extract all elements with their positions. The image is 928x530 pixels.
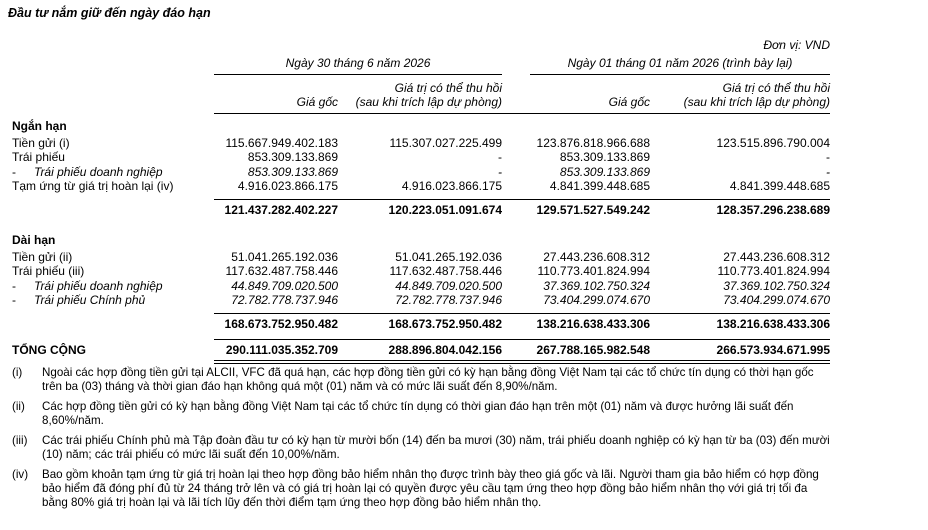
short-term-row-value: - <box>498 164 502 179</box>
long-term-row-value: 37.369.102.750.324 <box>543 278 650 293</box>
footnote-marker: (iv) <box>12 468 29 481</box>
col-recoverable-1-line1: Giá trị có thể thu hồi <box>394 81 502 95</box>
grand-total-label: TỔNG CỘNG <box>12 343 86 357</box>
short-term-total-value: 121.437.282.402.227 <box>224 203 338 217</box>
short-term-row-value: 853.309.133.869 <box>247 150 338 165</box>
short-term-total-topline <box>214 199 830 200</box>
long-term-row-label: Trái phiếu (iii) <box>12 264 85 279</box>
col-recoverable-2-line2: (sau khi trích lập dự phòng) <box>683 95 830 109</box>
long-term-total-value: 138.216.638.433.306 <box>536 317 650 331</box>
header-underline <box>214 113 830 114</box>
long-term-row-label: Tiền gửi (ii) <box>12 250 73 264</box>
short-term-row-value: - <box>498 150 502 165</box>
short-term-row-label: Trái phiếu doanh nghiệp <box>34 164 163 179</box>
short-term-row-value: 115.667.949.402.183 <box>225 136 338 150</box>
grand-total-value: 290.111.035.352.709 <box>225 343 338 357</box>
col-recoverable-2-line1: Giá trị có thể thu hồi <box>722 81 830 95</box>
footnote-text: Bao gồm khoản tạm ứng từ giá trị hoàn lại theo hợp đồng bảo hiểm nhân thọ được trình bày theo giá gốc và lãi. Người tham gia bảo hiểm có hợp đồng bảo hiểm đã đóng phí đủ từ 24 tháng trở lên và có giá trị hoàn lại có quyền được yêu cầu tạm ứng theo hợp đồng bảo hiểm nhân thọ với giá trị tối đa bằng 80% giá trị hoàn lại và lãi tích lũy đến thời điểm tạm ứng theo hợp đồng bảo hiểm nhân thọ. <box>42 468 819 509</box>
footnote-marker: (ii) <box>12 400 25 413</box>
short-term-total-value: 128.357.296.238.689 <box>716 203 830 217</box>
grand-total-underline-1 <box>214 360 830 361</box>
long-term-row-value: 73.404.299.074.670 <box>543 292 650 307</box>
col-recoverable-1-line2: (sau khi trích lập dự phòng) <box>355 95 502 109</box>
long-term-row-value: 37.369.102.750.324 <box>723 278 830 293</box>
footnote-text: Ngoài các hợp đồng tiền gửi tại ALCII, VFC đã quá hạn, các hợp đồng tiền gửi có kỳ hạn bằng đồng Việt Nam tại các tổ chức tín dụng có thời hạn gốc trên ba (03) tháng và thời gian đáo hạn không quá một (01) năm và có mức lãi suất đến 8,90%/năm. <box>42 366 814 393</box>
long-term-total-value: 168.673.752.950.482 <box>224 317 338 331</box>
grand-total-topline <box>214 339 830 340</box>
period-1-underline <box>214 74 502 75</box>
long-term-row-value: 73.404.299.074.670 <box>723 292 830 307</box>
long-term-row-value: 72.782.778.737.946 <box>395 292 502 307</box>
short-term-row-dash: - <box>12 164 16 179</box>
footnote-text: Các hợp đồng tiền gửi có kỳ hạn bằng đồng Việt Nam tại các tổ chức tín dụng có thời gian đáo hạn trên một (01) năm và được hưởng lãi suất đến 8,60%/năm. <box>42 400 794 427</box>
long-term-row-value: 44.849.709.020.500 <box>395 278 502 293</box>
long-term-row-value: 51.041.265.192.036 <box>395 250 502 264</box>
long-term-row-value: 51.041.265.192.036 <box>231 250 338 264</box>
short-term-total-value: 120.223.051.091.674 <box>388 203 502 217</box>
short-term-heading: Ngắn hạn <box>12 119 67 133</box>
long-term-total-value: 168.673.752.950.482 <box>388 317 502 331</box>
long-term-row-label: Trái phiếu doanh nghiệp <box>34 278 163 293</box>
long-term-row-dash: - <box>12 278 16 293</box>
grand-total-value: 266.573.934.671.995 <box>716 343 830 357</box>
short-term-row-label: Tiền gửi (i) <box>12 136 70 150</box>
long-term-row-value: 110.773.401.824.994 <box>537 264 650 279</box>
short-term-row-value: 123.876.818.966.688 <box>536 136 650 150</box>
long-term-total-topline <box>214 313 830 314</box>
long-term-row-value: 72.782.778.737.946 <box>231 292 338 307</box>
short-term-row-value: 115.307.027.225.499 <box>389 136 502 150</box>
long-term-row-value: 27.443.236.608.312 <box>723 250 830 264</box>
col-cost-1: Giá gốc <box>296 95 338 109</box>
short-term-row-value: - <box>826 150 830 165</box>
period-1-header: Ngày 30 tháng 6 năm 2026 <box>285 56 431 70</box>
short-term-row-value: - <box>826 164 830 179</box>
col-cost-2: Giá gốc <box>608 95 650 109</box>
short-term-row-label: Trái phiếu <box>12 150 65 165</box>
long-term-heading: Dài hạn <box>12 233 56 247</box>
short-term-row-value: 853.309.133.869 <box>247 164 338 179</box>
short-term-row-value: 4.841.399.448.685 <box>729 178 830 193</box>
long-term-row-value: 117.632.487.758.446 <box>225 264 338 279</box>
grand-total-value: 267.788.165.982.548 <box>536 343 650 357</box>
short-term-row-value: 853.309.133.869 <box>559 150 650 165</box>
grand-total-underline-2 <box>214 363 830 364</box>
footnote-text: Các trái phiếu Chính phủ mà Tập đoàn đầu tư có kỳ hạn từ mười bốn (14) đến ba mươi (30) năm, trái phiếu doanh nghiệp có kỳ hạn từ ba (03) đến mười (10) năm; các trái phiếu có mức lãi suất đến 10,00%/năm. <box>42 434 830 461</box>
footnote-marker: (iii) <box>12 434 28 447</box>
short-term-row-value: 853.309.133.869 <box>559 164 650 179</box>
long-term-row-dash: - <box>12 292 16 307</box>
short-term-total-value: 129.571.527.549.242 <box>536 203 650 217</box>
long-term-row-label: Trái phiếu Chính phủ <box>34 292 146 307</box>
short-term-row-value: 4.841.399.448.685 <box>549 178 650 193</box>
short-term-row-value: 4.916.023.866.175 <box>237 178 338 193</box>
short-term-row-value: 123.515.896.790.004 <box>716 136 830 150</box>
section-title: Đầu tư nắm giữ đến ngày đáo hạn <box>8 6 211 20</box>
short-term-row-value: 4.916.023.866.175 <box>401 178 502 193</box>
grand-total-value: 288.896.804.042.156 <box>388 343 502 357</box>
long-term-row-value: 44.849.709.020.500 <box>231 278 338 293</box>
long-term-row-value: 27.443.236.608.312 <box>543 250 650 264</box>
long-term-row-value: 110.773.401.824.994 <box>717 264 830 279</box>
short-term-row-label: Tạm ứng từ giá trị hoàn lại (iv) <box>12 178 174 193</box>
long-term-row-value: 117.632.487.758.446 <box>389 264 502 279</box>
long-term-total-value: 138.216.638.433.306 <box>716 317 830 331</box>
footnote-marker: (i) <box>12 366 23 379</box>
period-2-underline <box>530 74 830 75</box>
unit-label: Đơn vị: VND <box>763 38 830 52</box>
period-2-header: Ngày 01 tháng 01 năm 2026 (trình bày lại) <box>567 56 793 70</box>
